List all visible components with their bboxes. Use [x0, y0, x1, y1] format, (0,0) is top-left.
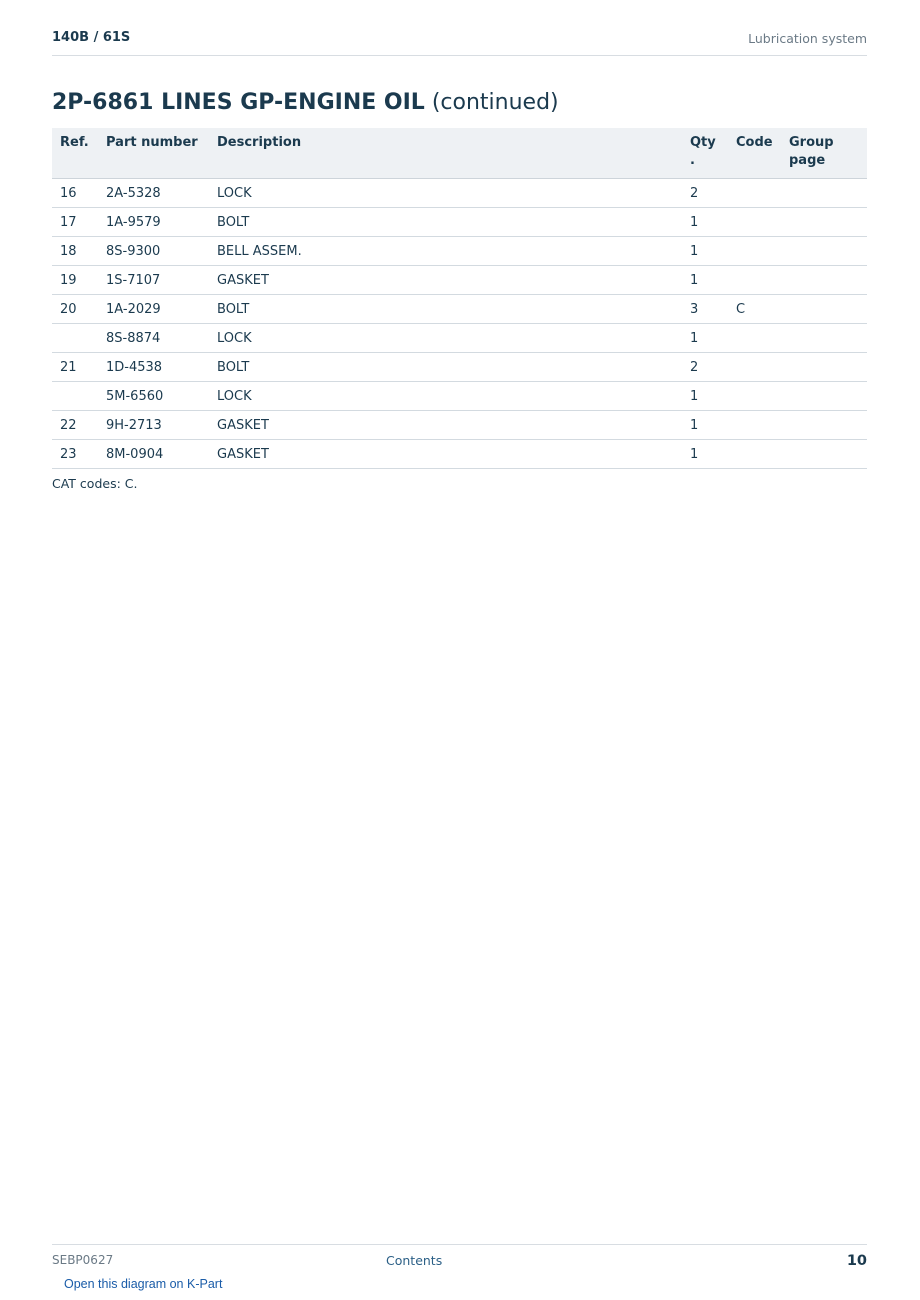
cell-ref	[52, 382, 106, 411]
cell-ref: 19	[52, 266, 106, 295]
cell-code	[736, 440, 789, 469]
cell-description: BOLT	[217, 353, 690, 382]
table-row	[52, 295, 867, 324]
cell-ref: 17	[52, 208, 106, 237]
cell-description: BOLT	[217, 295, 690, 324]
cell-ref: 20	[52, 295, 106, 324]
table-row	[52, 266, 867, 295]
header-qty	[690, 128, 736, 179]
table-row	[52, 382, 867, 411]
table-row	[52, 324, 867, 353]
cell-qty: 1	[690, 208, 736, 237]
cell-part-number: 8M-0904	[106, 440, 217, 469]
cell-qty: 1	[690, 382, 736, 411]
cell-code	[736, 353, 789, 382]
cell-description: LOCK	[217, 382, 690, 411]
cell-group-page	[789, 382, 867, 411]
cell-group-page	[789, 411, 867, 440]
cell-code	[736, 382, 789, 411]
cell-code	[736, 324, 789, 353]
title-suffix: (continued)	[431, 90, 559, 115]
cell-part-number: 1A-2029	[106, 295, 217, 324]
parts-table-header	[52, 128, 867, 179]
model-label: 140B / 61S	[52, 30, 131, 45]
cell-ref	[52, 324, 106, 353]
cell-part-number: 9H-2713	[106, 411, 217, 440]
table-row	[52, 353, 867, 382]
page-header	[52, 28, 867, 56]
cell-ref: 22	[52, 411, 106, 440]
header-group-line2: page	[789, 153, 826, 168]
cell-group-page	[789, 266, 867, 295]
table-row	[52, 179, 867, 208]
cell-ref: 21	[52, 353, 106, 382]
cell-part-number: 8S-8874	[106, 324, 217, 353]
cell-description: LOCK	[217, 324, 690, 353]
parts-table	[52, 128, 867, 469]
cell-part-number: 1D-4538	[106, 353, 217, 382]
cell-code: C	[736, 295, 789, 324]
cell-qty: 1	[690, 411, 736, 440]
cell-description: LOCK	[217, 179, 690, 208]
cell-description: BELL ASSEM.	[217, 237, 690, 266]
cell-qty: 1	[690, 324, 736, 353]
document-id: SEBP0627	[52, 1253, 114, 1267]
header-ref: Ref.	[52, 128, 106, 179]
cell-qty: 2	[690, 179, 736, 208]
cell-part-number: 8S-9300	[106, 237, 217, 266]
header-description: Description	[217, 128, 690, 179]
cell-qty: 2	[690, 353, 736, 382]
cell-group-page	[789, 440, 867, 469]
cell-qty: 1	[690, 237, 736, 266]
cell-qty: 1	[690, 266, 736, 295]
cell-part-number: 1S-7107	[106, 266, 217, 295]
table-row	[52, 237, 867, 266]
cat-codes-note: CAT codes: C.	[52, 476, 138, 491]
cell-ref: 16	[52, 179, 106, 208]
cell-code	[736, 208, 789, 237]
header-qty-line1: Qty	[690, 135, 716, 150]
cell-code	[736, 237, 789, 266]
header-part-number: Part number	[106, 128, 217, 179]
cell-group-page	[789, 324, 867, 353]
cell-description: BOLT	[217, 208, 690, 237]
open-in-kpart-link[interactable]: Open this diagram on K-Part	[64, 1277, 223, 1291]
table-row	[52, 440, 867, 469]
header-group-page	[789, 128, 867, 179]
cell-group-page	[789, 237, 867, 266]
header-code: Code	[736, 128, 789, 179]
table-row	[52, 411, 867, 440]
page-title	[52, 90, 559, 115]
header-qty-line2: .	[690, 153, 695, 168]
cell-qty: 1	[690, 440, 736, 469]
table-row	[52, 208, 867, 237]
cell-part-number: 5M-6560	[106, 382, 217, 411]
cell-code	[736, 179, 789, 208]
header-group-line1: Group	[789, 135, 834, 150]
contents-link[interactable]: Contents	[386, 1253, 443, 1268]
cell-group-page	[789, 353, 867, 382]
parts-table-body	[52, 179, 867, 469]
cell-group-page	[789, 295, 867, 324]
cell-ref: 23	[52, 440, 106, 469]
cell-code	[736, 411, 789, 440]
cell-ref: 18	[52, 237, 106, 266]
page-number: 10	[846, 1253, 867, 1269]
cell-description: GASKET	[217, 411, 690, 440]
cell-group-page	[789, 208, 867, 237]
cell-description: GASKET	[217, 266, 690, 295]
cell-code	[736, 266, 789, 295]
cell-qty: 3	[690, 295, 736, 324]
cell-part-number: 1A-9579	[106, 208, 217, 237]
header-row	[52, 128, 867, 179]
section-label: Lubrication system	[748, 31, 867, 46]
cell-part-number: 2A-5328	[106, 179, 217, 208]
cell-description: GASKET	[217, 440, 690, 469]
title-main: 2P-6861 LINES GP-ENGINE OIL	[52, 90, 425, 115]
page-footer	[52, 1244, 867, 1295]
cell-group-page	[789, 179, 867, 208]
